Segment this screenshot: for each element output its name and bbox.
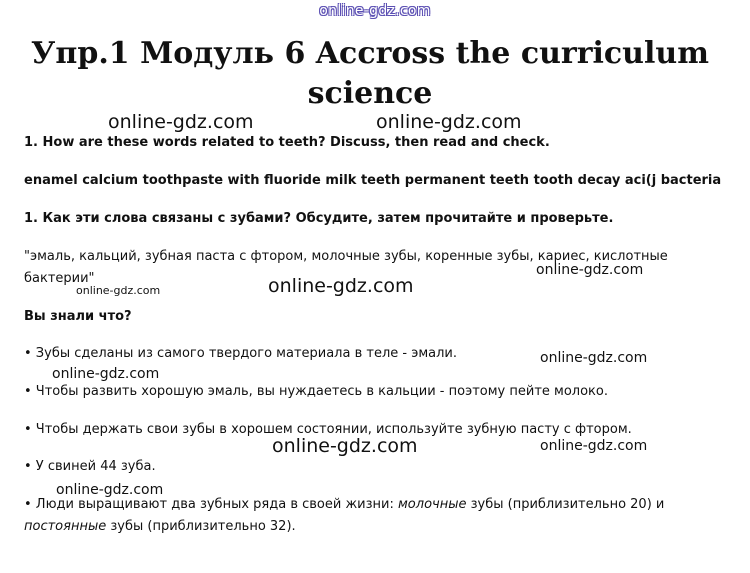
watermark: online-gdz.com (272, 435, 418, 457)
fact-3: • Чтобы держать свои зубы в хорошем состоянии, используйте зубную пасту с фтором. (24, 422, 632, 437)
fact-5-line-1 (24, 496, 664, 514)
watermark: online-gdz.com (376, 111, 522, 133)
watermark: online-gdz.com (108, 111, 254, 133)
words-ru-line-2: бактерии" (24, 271, 95, 286)
fact-2: • Чтобы развить хорошую эмаль, вы нуждаетесь в кальции - поэтому пейте молоко. (24, 384, 608, 399)
did-you-know-heading: Вы знали что? (24, 309, 132, 324)
watermark: online-gdz.com (76, 284, 161, 297)
fact-5-line-2 (24, 518, 296, 536)
fact-5-end: зубы (приблизительно 32). (106, 519, 296, 534)
site-header: online-gdz.com (319, 3, 431, 19)
watermark: online-gdz.com (540, 438, 648, 454)
fact-5-permanent: постоянные (24, 519, 107, 534)
question-ru: 1. Как эти слова связаны с зубами? Обсудите, затем прочитайте и проверьте. (24, 211, 614, 226)
watermark: online-gdz.com (536, 262, 644, 278)
fact-5-mid: зубы (приблизительно 20) и (466, 497, 665, 512)
question-en: 1. How are these words related to teeth? Discuss, then read and check. (24, 135, 550, 150)
page-title (0, 34, 740, 114)
watermark: online-gdz.com (56, 482, 164, 498)
words-en: enamel calcium toothpaste with fluoride milk teeth permanent teeth tooth decay aci(j bacteria (24, 173, 722, 188)
fact-4: • У свиней 44 зуба. (24, 459, 156, 474)
watermark: online-gdz.com (540, 350, 648, 366)
watermark: online-gdz.com (52, 366, 160, 382)
title-line-1: Упр.1 Модуль 6 Accross the curriculum (31, 36, 709, 71)
fact-1: • Зубы сделаны из самого твердого материала в теле - эмали. (24, 346, 458, 361)
title-line-2: science (307, 76, 433, 111)
watermark: online-gdz.com (268, 275, 414, 297)
fact-5-start: • Люди выращивают два зубных ряда в своей жизни: (24, 497, 398, 512)
fact-5-milk: молочные (398, 497, 467, 512)
words-ru-line-1: "эмаль, кальций, зубная паста с фтором, молочные зубы, коренные зубы, кариес, кислотные (24, 249, 668, 264)
